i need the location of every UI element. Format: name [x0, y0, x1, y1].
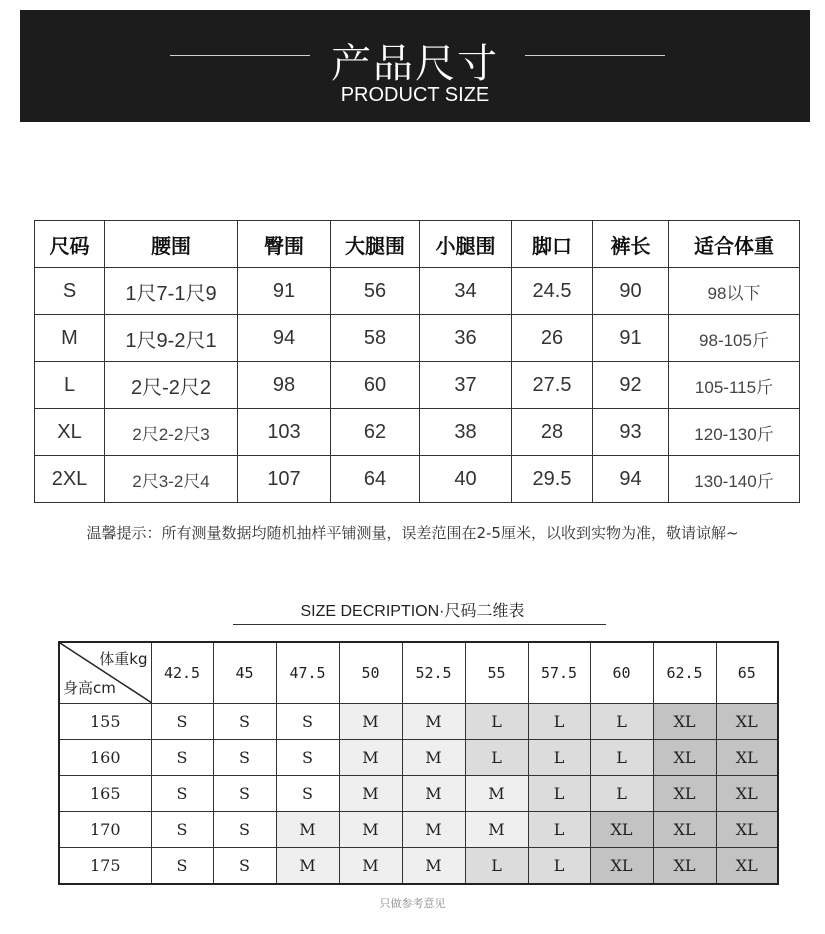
- size-cell: XL: [653, 740, 716, 776]
- size-cell: L: [465, 704, 528, 740]
- size-table-cell: 94: [238, 315, 331, 362]
- size-cell: S: [276, 776, 339, 812]
- size-cell: S: [213, 776, 276, 812]
- size-table-cell: 2尺3-2尺4: [105, 456, 238, 503]
- size-cell: L: [590, 776, 653, 812]
- size-cell: S: [151, 776, 213, 812]
- size-table-cell: 36: [420, 315, 512, 362]
- size-cell: XL: [653, 848, 716, 885]
- weight-header-cell: 57.5: [528, 642, 590, 704]
- measurement-tip: 温馨提示：所有测量数据均随机抽样平铺测量，误差范围在2-5厘米，以收到实物为准，敬请谅解~: [86, 524, 739, 542]
- weight-header-cell: 45: [213, 642, 276, 704]
- size-cell: S: [151, 704, 213, 740]
- size-cell: M: [276, 812, 339, 848]
- size-table-cell: L: [35, 362, 105, 409]
- size-cell: M: [402, 848, 465, 885]
- size-grid: [58, 641, 779, 885]
- size-table-header-cell: 适合体重: [669, 221, 800, 268]
- size-cell: L: [465, 848, 528, 885]
- banner-title: 产品尺寸: [331, 41, 499, 87]
- size-table-cell: 58: [331, 315, 420, 362]
- size-table-header-row: [35, 221, 800, 268]
- size-table-row: [35, 362, 800, 409]
- weight-header-cell: 42.5: [151, 642, 213, 704]
- height-cell: 160: [59, 740, 151, 776]
- weight-header-cell: 60: [590, 642, 653, 704]
- height-cell: 170: [59, 812, 151, 848]
- banner-subtitle: PRODUCT SIZE: [340, 84, 490, 106]
- weight-header-cell: 65: [716, 642, 778, 704]
- size-table-cell: 120-130斤: [669, 409, 800, 456]
- size-table: [34, 220, 800, 503]
- size-cell: S: [213, 848, 276, 885]
- size-cell: XL: [716, 848, 778, 885]
- weight-header-cell: 50: [339, 642, 402, 704]
- size-cell: XL: [716, 740, 778, 776]
- size-table-cell: 91: [593, 315, 669, 362]
- weight-header-cell: 52.5: [402, 642, 465, 704]
- size-table-cell: 130-140斤: [669, 456, 800, 503]
- size-table-cell: 34: [420, 268, 512, 315]
- weight-header-cell: 62.5: [653, 642, 716, 704]
- corner-weight-label: 体重kg: [99, 650, 148, 668]
- size-table-cell: 62: [331, 409, 420, 456]
- size-table-cell: 64: [331, 456, 420, 503]
- size-table-cell: M: [35, 315, 105, 362]
- size-table-header-cell: 脚口: [512, 221, 593, 268]
- size-cell: XL: [716, 812, 778, 848]
- size-cell: M: [339, 704, 402, 740]
- size-table-cell: S: [35, 268, 105, 315]
- size-cell: XL: [653, 776, 716, 812]
- size-cell: S: [213, 740, 276, 776]
- footnote: 只做参考意见: [379, 898, 446, 910]
- grid-row: [59, 740, 778, 776]
- size-table-cell: 91: [238, 268, 331, 315]
- size-table-header-cell: 大腿围: [331, 221, 420, 268]
- grid-corner-cell: [59, 642, 151, 704]
- size-cell: L: [590, 704, 653, 740]
- size-table-row: [35, 268, 800, 315]
- size-table-cell: 2尺2-2尺3: [105, 409, 238, 456]
- size-table-cell: 98: [238, 362, 331, 409]
- size-table-header-cell: 裤长: [593, 221, 669, 268]
- size-table-cell: 93: [593, 409, 669, 456]
- height-cell: 175: [59, 848, 151, 885]
- size-table-cell: 27.5: [512, 362, 593, 409]
- grid-title-underline: [233, 624, 606, 625]
- size-cell: M: [402, 704, 465, 740]
- size-cell: XL: [653, 704, 716, 740]
- size-cell: M: [339, 812, 402, 848]
- size-cell: XL: [716, 776, 778, 812]
- weight-header-cell: 55: [465, 642, 528, 704]
- size-cell: XL: [716, 704, 778, 740]
- size-cell: S: [276, 740, 339, 776]
- size-table-cell: 98-105斤: [669, 315, 800, 362]
- size-cell: L: [528, 704, 590, 740]
- header-banner: [20, 10, 810, 122]
- size-table-cell: 2XL: [35, 456, 105, 503]
- size-cell: L: [590, 740, 653, 776]
- size-cell: L: [528, 776, 590, 812]
- size-cell: M: [465, 776, 528, 812]
- size-table-cell: 26: [512, 315, 593, 362]
- size-cell: S: [276, 704, 339, 740]
- size-table-cell: 1尺9-2尺1: [105, 315, 238, 362]
- size-table-cell: 103: [238, 409, 331, 456]
- size-table-cell: 56: [331, 268, 420, 315]
- size-table-header-cell: 小腿围: [420, 221, 512, 268]
- size-table-cell: 28: [512, 409, 593, 456]
- size-table-cell: 24.5: [512, 268, 593, 315]
- size-cell: L: [528, 848, 590, 885]
- size-table-cell: 40: [420, 456, 512, 503]
- size-table-cell: 107: [238, 456, 331, 503]
- size-table-row: [35, 456, 800, 503]
- size-table-header-cell: 尺码: [35, 221, 105, 268]
- size-cell: M: [339, 848, 402, 885]
- height-cell: 155: [59, 704, 151, 740]
- grid-title: SIZE DECRIPTION·尺码二维表: [300, 603, 525, 620]
- size-table-cell: 60: [331, 362, 420, 409]
- grid-header-row: [59, 642, 778, 704]
- size-table-cell: 29.5: [512, 456, 593, 503]
- size-cell: M: [276, 848, 339, 885]
- size-table-cell: 37: [420, 362, 512, 409]
- size-cell: S: [213, 812, 276, 848]
- grid-row: [59, 776, 778, 812]
- corner-height-label: 身高cm: [63, 679, 116, 697]
- size-table-cell: 90: [593, 268, 669, 315]
- size-table-header-cell: 腰围: [105, 221, 238, 268]
- size-cell: S: [151, 812, 213, 848]
- size-cell: XL: [590, 848, 653, 885]
- size-cell: M: [465, 812, 528, 848]
- size-cell: S: [213, 704, 276, 740]
- size-cell: S: [151, 848, 213, 885]
- size-table-cell: 92: [593, 362, 669, 409]
- size-cell: M: [402, 776, 465, 812]
- size-table-cell: 98以下: [669, 268, 800, 315]
- size-table-cell: 105-115斤: [669, 362, 800, 409]
- grid-row: [59, 848, 778, 885]
- size-table-cell: 38: [420, 409, 512, 456]
- size-cell: XL: [653, 812, 716, 848]
- grid-row: [59, 704, 778, 740]
- size-table-cell: 2尺-2尺2: [105, 362, 238, 409]
- size-cell: L: [465, 740, 528, 776]
- weight-header-cell: 47.5: [276, 642, 339, 704]
- height-cell: 165: [59, 776, 151, 812]
- size-table-row: [35, 409, 800, 456]
- size-cell: M: [402, 812, 465, 848]
- grid-row: [59, 812, 778, 848]
- size-cell: M: [339, 740, 402, 776]
- size-table-cell: XL: [35, 409, 105, 456]
- size-cell: L: [528, 740, 590, 776]
- size-cell: M: [402, 740, 465, 776]
- size-cell: L: [528, 812, 590, 848]
- size-table-cell: 1尺7-1尺9: [105, 268, 238, 315]
- size-table-cell: 94: [593, 456, 669, 503]
- size-table-row: [35, 315, 800, 362]
- size-cell: S: [151, 740, 213, 776]
- size-cell: M: [339, 776, 402, 812]
- size-cell: XL: [590, 812, 653, 848]
- size-table-header-cell: 臀围: [238, 221, 331, 268]
